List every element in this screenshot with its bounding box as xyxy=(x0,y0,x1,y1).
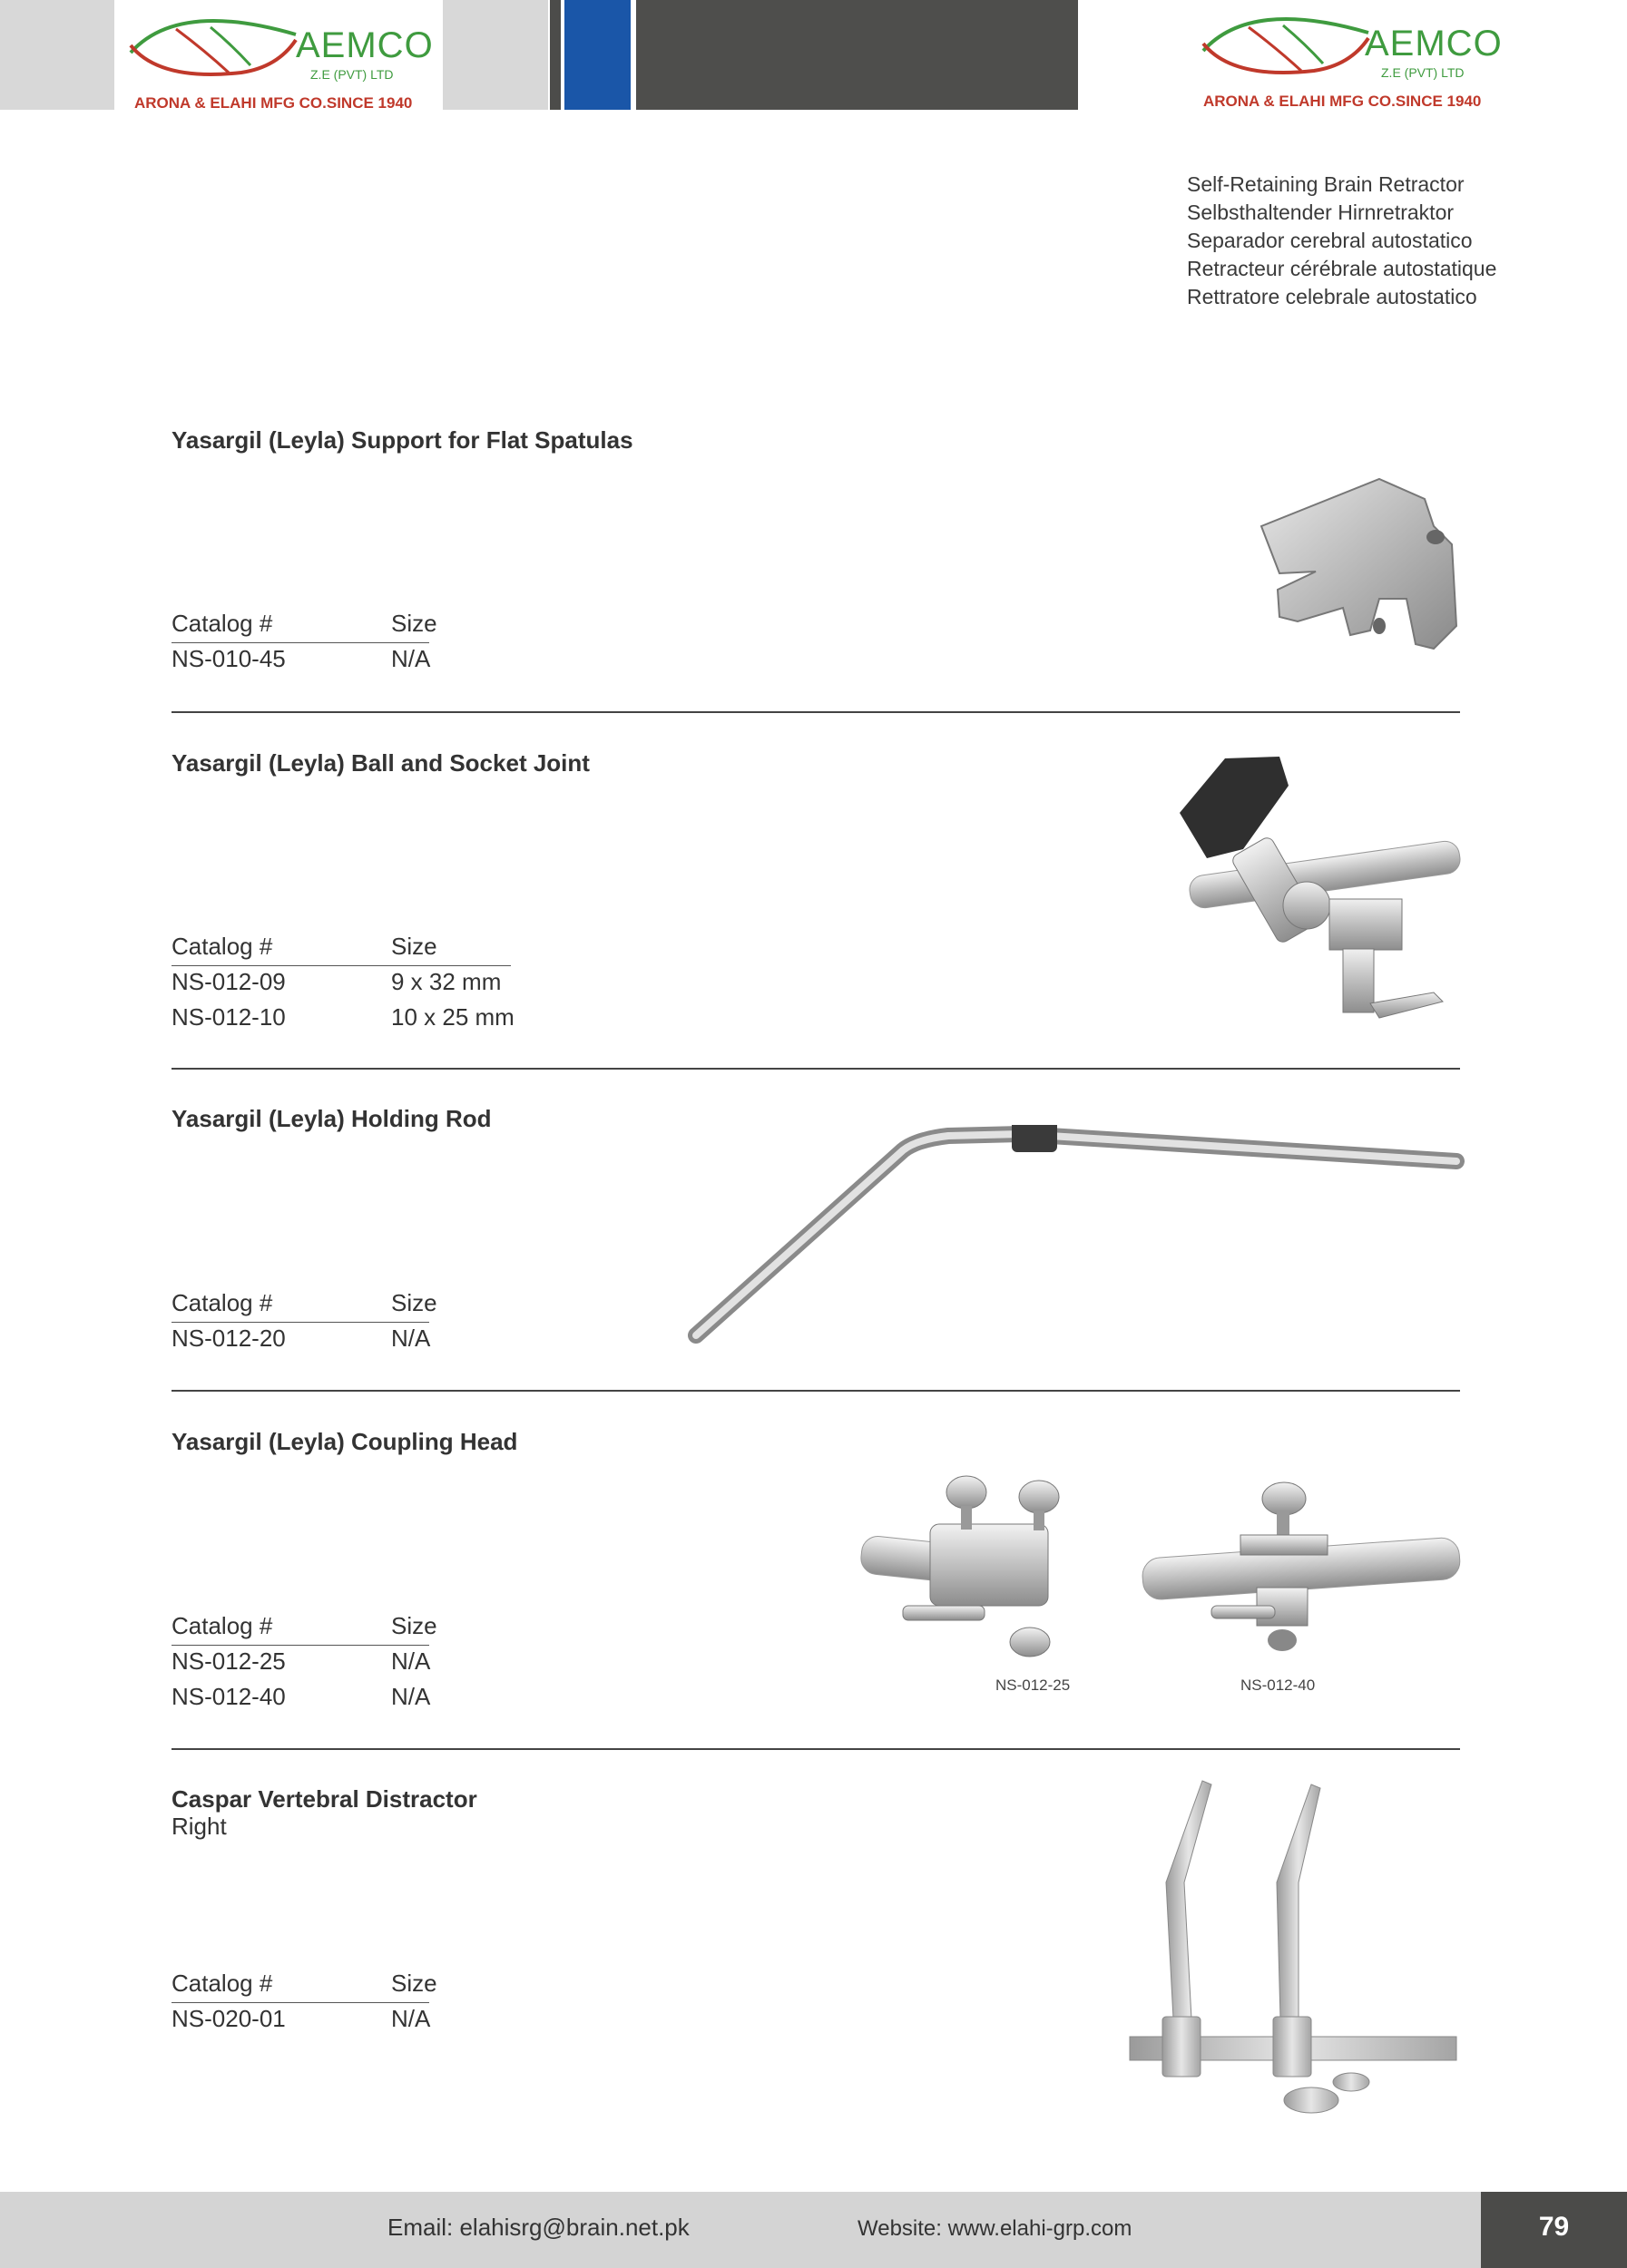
support-flat-spatulas-image xyxy=(1243,472,1470,671)
size-value: N/A xyxy=(391,1647,431,1675)
company-logo-right xyxy=(1196,4,1523,112)
size-value: 9 x 32 mm xyxy=(391,968,502,995)
size-value: N/A xyxy=(391,645,431,672)
logo-tagline: ARONA & ELAHI MFG CO.SINCE 1940 xyxy=(1203,93,1482,110)
logo-brand-text: AEMCO xyxy=(296,25,434,65)
name-english: Self-Retaining Brain Retractor xyxy=(1187,172,1465,196)
catalog-header: Catalog # xyxy=(172,1289,273,1316)
catalog-header: Catalog # xyxy=(172,1612,273,1639)
size-value: 10 x 25 mm xyxy=(391,1003,515,1031)
image-caption: NS-012-40 xyxy=(1240,1677,1316,1694)
section-divider xyxy=(172,711,1460,713)
caspar-distractor-image xyxy=(1121,1774,1465,2136)
section-divider xyxy=(172,1748,1460,1750)
catalog-number: NS-012-25 xyxy=(172,1647,286,1675)
product-title: Yasargil (Leyla) Holding Rod xyxy=(172,1105,492,1132)
coupling-head-40-image xyxy=(1139,1479,1465,1660)
header-underline xyxy=(172,642,429,643)
footer-website: Website: www.elahi-grp.com xyxy=(858,2216,1132,2241)
size-header: Size xyxy=(391,933,437,960)
size-value: N/A xyxy=(391,1325,431,1352)
name-spanish: Separador cerebral autostatico xyxy=(1187,229,1473,252)
catalog-number: NS-012-20 xyxy=(172,1325,286,1352)
header-underline xyxy=(172,2002,429,2003)
header-grey-bar xyxy=(0,0,114,110)
catalog-number: NS-012-09 xyxy=(172,968,286,995)
name-german: Selbsthaltender Hirnretraktor xyxy=(1187,200,1455,224)
size-value: N/A xyxy=(391,1683,431,1710)
holding-rod-image xyxy=(685,1125,1465,1352)
header-dark-stripe xyxy=(550,0,561,110)
size-header: Size xyxy=(391,1970,437,1997)
section-divider xyxy=(172,1068,1460,1070)
product-title: Yasargil (Leyla) Support for Flat Spatulas xyxy=(172,426,633,454)
ball-socket-joint-image xyxy=(1171,749,1470,1040)
image-caption: NS-012-25 xyxy=(995,1677,1071,1694)
logo-tagline: ARONA & ELAHI MFG CO.SINCE 1940 xyxy=(134,94,413,112)
header-grey-bar-2 xyxy=(443,0,548,110)
size-value: N/A xyxy=(391,2005,431,2032)
catalog-number: NS-010-45 xyxy=(172,645,286,672)
name-french: Retracteur cérébrale autostatique xyxy=(1187,257,1497,280)
product-title: Yasargil (Leyla) Coupling Head xyxy=(172,1428,518,1455)
header-dark-bar xyxy=(636,0,1078,110)
header-blue-stripe xyxy=(564,0,631,110)
product-title: Caspar Vertebral Distractor xyxy=(172,1785,477,1813)
header-underline xyxy=(172,1645,429,1646)
catalog-header: Catalog # xyxy=(172,610,273,637)
header-underline xyxy=(172,1322,429,1323)
product-subtitle: Right xyxy=(172,1813,227,1840)
footer-email: Email: elahisrg@brain.net.pk xyxy=(387,2214,690,2241)
footer-bar xyxy=(0,2192,1481,2268)
product-family-names xyxy=(1187,171,1496,311)
catalog-header: Catalog # xyxy=(172,933,273,960)
logo-sub-text: Z.E (PVT) LTD xyxy=(310,67,394,82)
logo-brand-text: AEMCO xyxy=(1365,24,1503,64)
page-number: 79 xyxy=(1538,2212,1570,2242)
product-title: Yasargil (Leyla) Ball and Socket Joint xyxy=(172,749,590,777)
company-logo-left xyxy=(118,5,445,110)
section-divider xyxy=(172,1390,1460,1392)
header-underline xyxy=(172,965,511,966)
size-header: Size xyxy=(391,610,437,637)
logo-swoosh-icon xyxy=(123,9,305,82)
catalog-number: NS-012-40 xyxy=(172,1683,286,1710)
size-header: Size xyxy=(391,1612,437,1639)
size-header: Size xyxy=(391,1289,437,1316)
coupling-head-25-image xyxy=(858,1470,1112,1669)
logo-swoosh-icon xyxy=(1196,7,1377,80)
catalog-number: NS-012-10 xyxy=(172,1003,286,1031)
name-italian: Rettratore celebrale autostatico xyxy=(1187,285,1477,308)
catalog-number: NS-020-01 xyxy=(172,2005,286,2032)
catalog-header: Catalog # xyxy=(172,1970,273,1997)
logo-sub-text: Z.E (PVT) LTD xyxy=(1381,65,1465,80)
